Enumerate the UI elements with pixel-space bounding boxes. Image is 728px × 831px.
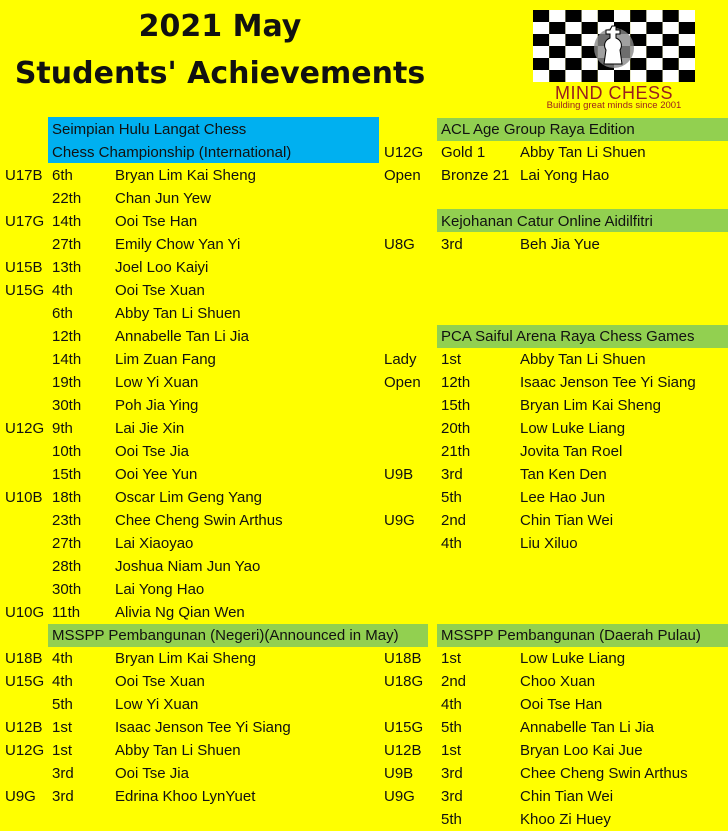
right_rows-cell: Choo Xuan	[520, 673, 596, 690]
right_rows-cell: Low Luke Liang	[520, 420, 626, 437]
left_rows-cell: 4th	[52, 673, 73, 690]
left_rows-cell: Bryan Lim Kai Sheng	[115, 167, 256, 184]
left_rows-cell: 1st	[52, 719, 73, 736]
left_rows-cell: U12B	[5, 719, 43, 736]
left_rows-cell: U12G	[5, 742, 45, 759]
right_rows-cell: 2nd	[441, 512, 467, 529]
left_rows-cell: 11th	[52, 604, 81, 621]
left_rows-cell: Low Yi Xuan	[115, 374, 199, 391]
right_rows-cell: Abby Tan Li Shuen	[520, 351, 646, 368]
right_rows-cell: U15G	[384, 719, 424, 736]
right_rows-cell: 4th	[441, 696, 462, 713]
right_rows-cell: Kejohanan Catur Online Aidilfitri	[441, 213, 653, 230]
right_rows-cell: Liu Xiluo	[520, 535, 578, 552]
right_rows-cell: 1st	[441, 351, 462, 368]
right_rows-cell: 1st	[441, 650, 462, 667]
left_rows-cell: MSSPP Pembangunan (Negeri)(Announced in May)	[52, 627, 399, 644]
right_rows-cell: Bryan Lim Kai Sheng	[520, 397, 661, 414]
left_rows-cell: Abby Tan Li Shuen	[115, 742, 241, 759]
left_rows-cell: Oscar Lim Geng Yang	[115, 489, 263, 506]
right_rows-cell: 2nd	[441, 673, 467, 690]
left_rows-cell: Annabelle Tan Li Jia	[115, 328, 249, 345]
left_rows-cell: Ooi Tse Xuan	[115, 282, 205, 299]
left_rows-cell: Chan Jun Yew	[115, 190, 211, 207]
right_rows-cell: Isaac Jenson Tee Yi Siang	[520, 374, 696, 391]
right_rows-cell: 3rd	[441, 788, 463, 805]
left_rows-cell: 4th	[52, 650, 73, 667]
right_rows-cell: 1st	[441, 742, 462, 759]
left_rows-cell: 9th	[52, 420, 73, 437]
left_rows-cell: 14th	[52, 351, 82, 368]
left_rows-cell: Ooi Tse Han	[115, 213, 198, 230]
left_rows-cell: 13th	[52, 259, 82, 276]
left_rows-cell: U10G	[5, 604, 45, 621]
left_rows-cell: U15B	[5, 259, 43, 276]
right_rows-cell: U8G	[384, 236, 415, 253]
left_rows-cell: 14th	[52, 213, 82, 230]
right_rows-cell: ACL Age Group Raya Edition	[441, 121, 635, 138]
right_rows-cell: 21th	[441, 443, 471, 460]
right_rows-cell: Chee Cheng Swin Arthus	[520, 765, 688, 782]
left_rows-cell: Abby Tan Li Shuen	[115, 305, 241, 322]
right_rows-cell: U18B	[384, 650, 422, 667]
left_rows-cell: 15th	[52, 466, 82, 483]
right_rows-cell: U18G	[384, 673, 424, 690]
right_rows-cell: U9B	[384, 466, 414, 483]
left_rows-cell: 3rd	[52, 788, 74, 805]
left_rows-cell: Edrina Khoo LynYuet	[115, 788, 256, 805]
left_rows-cell: U15G	[5, 673, 45, 690]
left_rows-cell: 6th	[52, 305, 73, 322]
right_rows-cell: U9B	[384, 765, 414, 782]
left_rows-cell: Lai Jie Xin	[115, 420, 185, 437]
left_rows-cell: Isaac Jenson Tee Yi Siang	[115, 719, 291, 736]
left_rows-cell: U9G	[5, 788, 36, 805]
right_rows-cell: Gold 1	[441, 144, 486, 161]
right_rows-cell: PCA Saiful Arena Raya Chess Games	[441, 328, 695, 345]
left_rows-cell: 6th	[52, 167, 73, 184]
left_rows-cell: Joel Loo Kaiyi	[115, 259, 209, 276]
right_rows-cell: 12th	[441, 374, 471, 391]
left_rows-cell: 5th	[52, 696, 73, 713]
left_rows-cell: 4th	[52, 282, 73, 299]
right_rows-cell: Open	[384, 374, 421, 391]
left_rows-cell: Ooi Tse Xuan	[115, 673, 205, 690]
left_rows-cell: U10B	[5, 489, 43, 506]
right_rows-cell: Chin Tian Wei	[520, 788, 614, 805]
logo-tagline: Building great minds since 2001	[546, 100, 682, 111]
left_rows-cell: Ooi Tse Jia	[115, 443, 189, 460]
right_rows-cell: Annabelle Tan Li Jia	[520, 719, 654, 736]
left_rows-cell: Chee Cheng Swin Arthus	[115, 512, 283, 529]
right_rows-cell: 15th	[441, 397, 471, 414]
right_rows-cell: Beh Jia Yue	[520, 236, 600, 253]
right_rows-cell: Jovita Tan Roel	[520, 443, 623, 460]
right_rows-cell: Bryan Loo Kai Jue	[520, 742, 643, 759]
page-title-line1: 2021 May	[138, 9, 302, 44]
right_rows-cell: Lee Hao Jun	[520, 489, 606, 506]
left_rows-cell: 27th	[52, 236, 82, 253]
right_rows-cell: 3rd	[441, 236, 463, 253]
right_rows-cell: 5th	[441, 489, 462, 506]
right_rows-cell: Ooi Tse Han	[520, 696, 603, 713]
right_rows-cell: Tan Ken Den	[520, 466, 607, 483]
right_rows-cell: MSSPP Pembangunan (Daerah Pulau)	[441, 627, 701, 644]
right_rows-cell: U12B	[384, 742, 422, 759]
left_rows-cell: 27th	[52, 535, 82, 552]
right_rows-cell: 3rd	[441, 765, 463, 782]
right_rows-cell: 5th	[441, 719, 462, 736]
left_rows-cell: Poh Jia Ying	[115, 397, 199, 414]
left_rows-cell: Low Yi Xuan	[115, 696, 199, 713]
left_rows-cell: Lai Xiaoyao	[115, 535, 194, 552]
right_rows-cell: U12G	[384, 144, 424, 161]
left_rows-cell: U15G	[5, 282, 45, 299]
left_rows-cell: Bryan Lim Kai Sheng	[115, 650, 256, 667]
left_rows-cell: Alivia Ng Qian Wen	[115, 604, 245, 621]
left_rows-cell: Chess Championship (International)	[52, 144, 292, 161]
left_rows-cell: U12G	[5, 420, 45, 437]
right_rows-cell: Open	[384, 167, 421, 184]
left_rows-cell: 30th	[52, 581, 82, 598]
right_rows-cell: 4th	[441, 535, 462, 552]
left_rows-cell: U17B	[5, 167, 43, 184]
left_rows-cell: Ooi Tse Jia	[115, 765, 189, 782]
left_rows-cell: Seimpian Hulu Langat Chess	[52, 121, 247, 138]
right_rows-cell: Khoo Zi Huey	[520, 811, 611, 828]
left_rows-cell: 19th	[52, 374, 82, 391]
left_rows-cell: 30th	[52, 397, 82, 414]
left_rows-cell: 22th	[52, 190, 82, 207]
right_rows-cell: U9G	[384, 788, 415, 805]
right_rows-cell: Chin Tian Wei	[520, 512, 614, 529]
left_rows-cell: 1st	[52, 742, 73, 759]
left_rows-cell: Lim Zuan Fang	[115, 351, 216, 368]
left_rows-cell: U18B	[5, 650, 43, 667]
left_rows-cell: 10th	[52, 443, 82, 460]
left_rows-cell: Emily Chow Yan Yi	[115, 236, 241, 253]
right_rows-cell: Low Luke Liang	[520, 650, 626, 667]
left_rows-cell: U17G	[5, 213, 45, 230]
right_rows-cell: 3rd	[441, 466, 463, 483]
right_rows-cell: Bronze 21	[441, 167, 510, 184]
logo-name: MIND CHESS	[554, 83, 673, 103]
left_rows-cell: Ooi Yee Yun	[115, 466, 198, 483]
left_rows-cell: Joshua Niam Jun Yao	[115, 558, 261, 575]
page-title-line2: Students' Achievements	[14, 56, 426, 91]
right_rows-cell: 20th	[441, 420, 471, 437]
left_rows-cell: 3rd	[52, 765, 74, 782]
left_rows-cell: 18th	[52, 489, 82, 506]
left_rows-cell: 12th	[52, 328, 82, 345]
left_rows-cell: 23th	[52, 512, 82, 529]
right_rows-cell: Lai Yong Hao	[520, 167, 610, 184]
left_rows-cell: 28th	[52, 558, 82, 575]
right_rows-cell: Lady	[384, 351, 417, 368]
right_rows-cell: Abby Tan Li Shuen	[520, 144, 646, 161]
right_rows-cell: U9G	[384, 512, 415, 529]
left_rows-cell: Lai Yong Hao	[115, 581, 205, 598]
right_rows-cell: 5th	[441, 811, 462, 828]
